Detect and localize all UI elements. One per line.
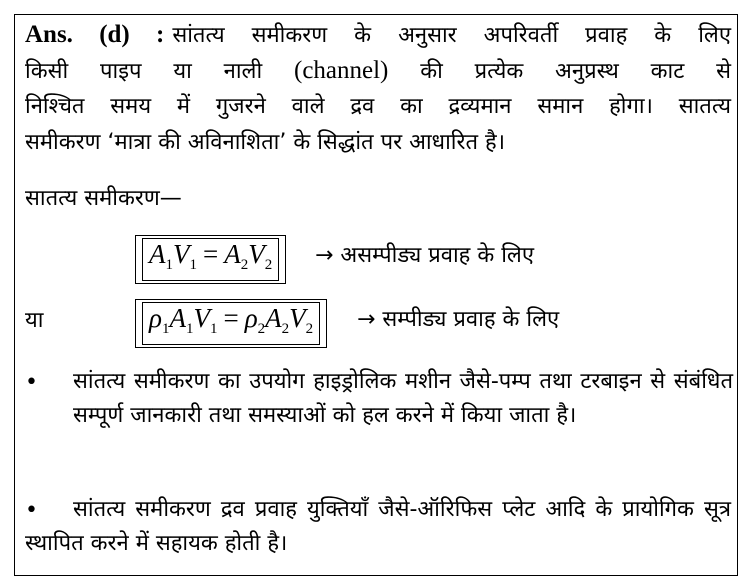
- equation-compressible-label: → सम्पीड्य प्रवाह के लिए: [357, 307, 560, 332]
- answer-text-1: सांतत्य समीकरण के अनुसार अपरिवर्ती प्रवाह के लिए: [172, 23, 731, 48]
- answer-panel: [14, 14, 738, 576]
- answer-label: Ans. (d) :: [25, 21, 165, 48]
- or-word: या: [25, 308, 44, 333]
- bullet-text-2: सांतत्य समीकरण द्रव प्रवाह युक्तियाँ जैसे-ऑरिफिस प्लेट आदि के प्रायोगिक सूत्र स्थापित करने में सहायक होती है।: [25, 497, 731, 556]
- bullet-text-1: सांतत्य समीकरण का उपयोग हाइड्रोलिक मशीन जैसे-पम्प तथा टरबाइन से संबंधित सम्पूर्ण जानकारी तथा समस्याओं को हल करने में किया जाता है।: [73, 369, 733, 428]
- continuity-heading: सातत्य समीकरण—: [25, 186, 182, 211]
- answer-line-1: [25, 19, 731, 52]
- answer-line-3: निश्चित समय में गुजरने वाले द्रव का द्रव्यमान समान होगा। सातत्य: [25, 94, 731, 119]
- equation-incompressible-label: → असम्पीड्य प्रवाह के लिए: [315, 243, 535, 268]
- equation-incompressible: $A_1V_1 = A_2V_2$: [135, 235, 286, 284]
- answer-line-4: समीकरण ‘मात्रा की अविनाशिता’ के सिद्धांत पर आधारित है।: [25, 130, 506, 155]
- bullet-icon: •: [25, 370, 38, 395]
- answer-line-2: किसी पाइप या नाली (channel) की प्रत्येक अनुप्रस्थ काट से: [25, 57, 731, 84]
- equation-compressible: $\rho_1A_1V_1 = \rho_2A_2V_2$: [135, 299, 327, 348]
- bullet-icon: •: [25, 498, 38, 523]
- channel-term: (channel): [294, 57, 389, 84]
